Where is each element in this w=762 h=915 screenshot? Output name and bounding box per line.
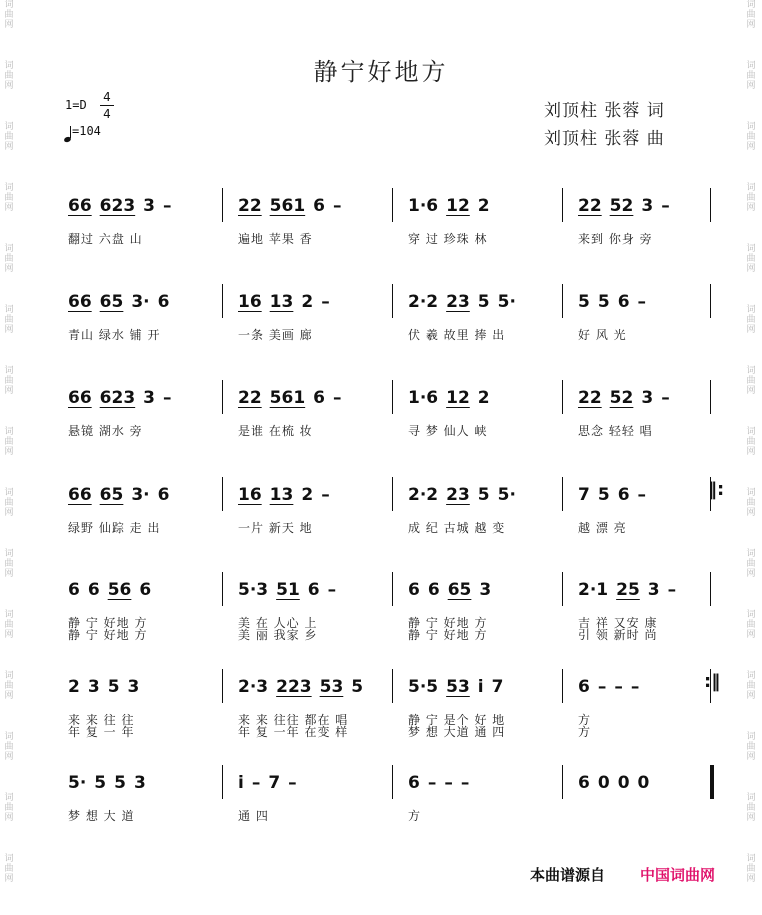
note-group: 16 [238,292,262,312]
note-group: 2·2 [408,292,439,312]
lyric-segment: 思念 轻轻 唱 [578,424,653,438]
note-group: 5 [477,485,490,505]
note-group: 623 [99,388,136,408]
lyric-segment: 美 丽 我家 乡 [238,628,318,642]
lyric-segment: 静 宁 好地 方 [68,628,148,642]
note-group: 66 [68,196,92,216]
barline [392,669,393,703]
note-group: 3 [133,773,146,793]
note-group: 2 [477,196,490,216]
note-group: 1·6 [408,196,439,216]
note-group: 223 [276,677,312,697]
note-group: – [661,388,670,408]
note-group: – [288,773,297,793]
note-group: 2·3 [238,677,269,697]
lyric-segment: 遍地 苹果 香 [238,232,313,246]
note-group: 5 [477,292,490,312]
measure [408,196,498,216]
note-group: 3 [647,580,660,600]
note-group: – [333,388,342,408]
lyric-segment: 静 宁 好地 方 [408,616,488,630]
lyric-segment: 方 [578,725,592,739]
note-group: 5 [351,677,364,697]
barline [562,572,563,606]
repeat-start-sign: ‖: [708,479,725,500]
note-group: 22 [238,388,262,408]
note-group: 561 [269,196,306,216]
note-group: 561 [269,388,306,408]
lyric-segment: 翻过 六盘 山 [68,232,143,246]
note-group: 3 [641,388,654,408]
measure [238,580,344,600]
note-group: 0 [637,773,650,793]
note-group: 3 [143,388,156,408]
lyric-segment: 越 漂 亮 [578,521,627,535]
note-group: 7 [578,485,590,505]
song-title: 静宁好地方 [313,58,449,86]
lyric-segment: 静 宁 是个 好 地 [408,713,506,727]
lyricist-credit: 刘顶柱 张蓉 词 [544,101,665,121]
lyric-segment: 悬镜 湖水 旁 [68,424,143,438]
lyric-segment: 一片 新天 地 [238,521,313,535]
note-group: – [321,292,330,312]
note-group: 12 [446,196,470,216]
note-group: 65 [447,580,472,600]
measure [578,773,657,793]
note-group: – [614,677,623,697]
barline [562,380,563,414]
note-group: 25 [616,580,640,600]
lyric-segment: 静 宁 好地 方 [408,628,488,642]
barline [392,765,393,799]
note-group: 6 [87,580,100,600]
note-group: 3 [641,196,654,216]
note-group: 3· [131,485,150,505]
barline [392,284,393,318]
lyric-segment: 梦 想 大道 通 四 [408,725,506,739]
note-group: 22 [578,388,602,408]
note-group: 16 [238,485,262,505]
note-group: 65 [99,485,124,505]
note-group: 6 [157,292,170,312]
lyric-segment: 一条 美画 廊 [238,328,313,342]
note-group: 6 [427,580,440,600]
note-group: 5· [497,292,516,312]
measure [68,580,159,600]
note-group: 5 [114,773,126,793]
note-group: 5 [597,292,610,312]
lyric-segment: 穿 过 珍珠 林 [408,232,488,246]
note-group: 23 [446,485,470,505]
barline [562,284,563,318]
note-group: 3 [143,196,156,216]
barline [392,380,393,414]
barline [222,284,223,318]
note-group: 53 [446,677,470,697]
barline [562,765,563,799]
notes-line [60,773,720,797]
note-group: 2·1 [578,580,609,600]
measure [408,292,524,312]
time-signature [100,90,114,121]
note-group: – [321,485,330,505]
barline [222,765,223,799]
note-group: 6 [617,292,630,312]
barline [392,572,393,606]
barline [562,188,563,222]
note-group: 22 [238,196,262,216]
barline [392,477,393,511]
note-group: 13 [269,292,294,312]
note-group: – [460,773,470,793]
lyric-segment: 美 在 人心 上 [238,616,318,630]
source-label: 本曲谱源自 [530,866,606,884]
measure [68,677,147,697]
barline [562,477,563,511]
lyric-segment: 年 复 一年 在变 样 [238,725,349,739]
note-group: 22 [578,196,602,216]
barline [710,284,711,318]
note-group: 6 [139,580,152,600]
measure [578,677,647,697]
note-group: 6 [408,773,420,793]
barline [710,188,711,222]
note-group: 66 [68,292,92,312]
note-group: 6 [313,388,326,408]
note-group: 3· [131,292,150,312]
time-signature-top: 4 [103,90,111,104]
notes-line [60,292,720,316]
notes-line [60,388,720,412]
lyric-segment: 吉 祥 又安 康 [578,616,658,630]
barline [710,572,711,606]
barline [562,669,563,703]
measure [68,773,154,793]
score-row [60,292,720,352]
barline [222,188,223,222]
score-row [60,580,720,640]
measure [578,580,684,600]
notes-line [60,580,720,604]
note-group: – [163,196,172,216]
lyric-segment: 通 四 [238,809,269,823]
note-group: 5·5 [408,677,439,697]
lyric-segment: 静 宁 好地 方 [68,616,148,630]
note-group: 66 [68,485,92,505]
note-group: 0 [617,773,630,793]
note-group: – [637,292,647,312]
note-group: 56 [107,580,132,600]
measure [68,292,177,312]
note-group: 6 [408,580,420,600]
notes-line [60,196,720,220]
lyric-segment: 梦 想 大 道 [68,809,135,823]
note-group: 2 [301,292,314,312]
note-group: – [667,580,677,600]
note-group: 5 [94,773,107,793]
note-group: 623 [99,196,136,216]
lyric-segment: 方 [408,809,422,823]
note-group: 2·2 [408,485,439,505]
note-group: 7 [491,677,504,697]
note-group: – [333,196,342,216]
note-group: 1·6 [408,388,439,408]
note-group: 6 [578,773,590,793]
measure [408,677,511,697]
lyric-segment: 来 来 往 往 [68,713,135,727]
note-group: 5 [578,292,590,312]
measure [578,196,678,216]
lyric-segment: 青山 绿水 铺 开 [68,328,161,342]
notes-line [60,479,725,509]
measure [238,292,338,312]
lyric-segment: 寻 梦 仙人 峡 [408,424,488,438]
note-group: 51 [276,580,300,600]
note-group: 6 [157,485,170,505]
note-group: 52 [609,196,634,216]
lyric-segment: 是谁 在梳 妆 [238,424,313,438]
note-group: 6 [68,580,80,600]
note-group: 6 [617,485,630,505]
measure [408,773,477,793]
score-row [60,479,725,545]
measure [408,485,524,505]
measure [238,485,338,505]
note-group: – [661,196,670,216]
composer-credit: 刘顶柱 张蓉 曲 [544,129,665,149]
note-group: 5 [597,485,610,505]
barline [392,188,393,222]
left-watermark: 词曲网 词曲网 词曲网 词曲网 词曲网 词曲网 词曲网 词曲网 词曲网 词曲网 词曲网 词曲网 词曲网 词曲网 词曲网 [4,0,14,884]
right-watermark: 词曲网 词曲网 词曲网 词曲网 词曲网 词曲网 词曲网 词曲网 词曲网 词曲网 词曲网 词曲网 词曲网 词曲网 词曲网 [746,0,756,884]
note-group: 6 [313,196,326,216]
note-group: 2 [477,388,490,408]
note-group: 53 [319,677,344,697]
barline [222,572,223,606]
lyric-segment: 方 [578,713,592,727]
tempo-marking: =104 [72,124,101,138]
lyric-segment: 绿野 仙踪 走 出 [68,521,161,535]
note-group: 5· [497,485,516,505]
lyric-segment: 引 领 新时 尚 [578,628,658,642]
barline [222,669,223,703]
note-group: i [238,773,244,793]
note-group: 6 [578,677,590,697]
repeat-end-sign: :‖ [704,671,721,692]
measure [68,196,180,216]
measure [238,773,305,793]
note-group: 3 [127,677,140,697]
lyric-segment: 来到 你身 旁 [578,232,653,246]
note-group: – [444,773,453,793]
measure [408,580,499,600]
measure [238,196,350,216]
note-group: 5· [68,773,87,793]
note-group: – [327,580,337,600]
measure [578,485,654,505]
note-group: 3 [479,580,492,600]
note-group: 0 [597,773,610,793]
lyric-segment: 成 纪 古城 越 变 [408,521,506,535]
measure [238,388,350,408]
note-group: – [630,677,640,697]
measure [68,388,180,408]
barline [710,380,711,414]
note-group: 5 [107,677,120,697]
note-group: 3 [87,677,100,697]
measure [68,485,177,505]
note-group: – [597,677,607,697]
note-group: 6 [307,580,320,600]
note-group: – [251,773,261,793]
lyric-segment: 来 来 往往 都在 唱 [238,713,349,727]
note-group: 23 [446,292,470,312]
lyric-segment: 伏 羲 故里 捧 出 [408,328,506,342]
note-group: 2 [68,677,80,697]
source-site-link[interactable]: 中国词曲网 [640,866,716,884]
note-group: 2 [301,485,314,505]
measure [408,388,498,408]
lyric-segment: 好 风 光 [578,328,627,342]
note-group: – [163,388,172,408]
note-group: 5·3 [238,580,269,600]
score-row [60,196,720,256]
measure [578,388,678,408]
note-group: 13 [269,485,294,505]
measure [238,677,371,697]
score-row [60,671,721,739]
notes-line [60,671,721,701]
note-group: – [637,485,647,505]
barline [222,380,223,414]
score-row [60,773,720,833]
lyric-segment: 年 复 一 年 [68,725,135,739]
note-group: 7 [268,773,281,793]
note-group: 12 [446,388,470,408]
time-signature-bottom: 4 [103,107,111,121]
key-signature: 1=D [65,98,87,112]
final-barline [710,765,714,799]
note-group: – [427,773,437,793]
barline [222,477,223,511]
measure [578,292,654,312]
note-group: 52 [609,388,634,408]
note-group: 65 [99,292,124,312]
score-row [60,388,720,448]
note-group: 66 [68,388,92,408]
note-group: i [477,677,484,697]
